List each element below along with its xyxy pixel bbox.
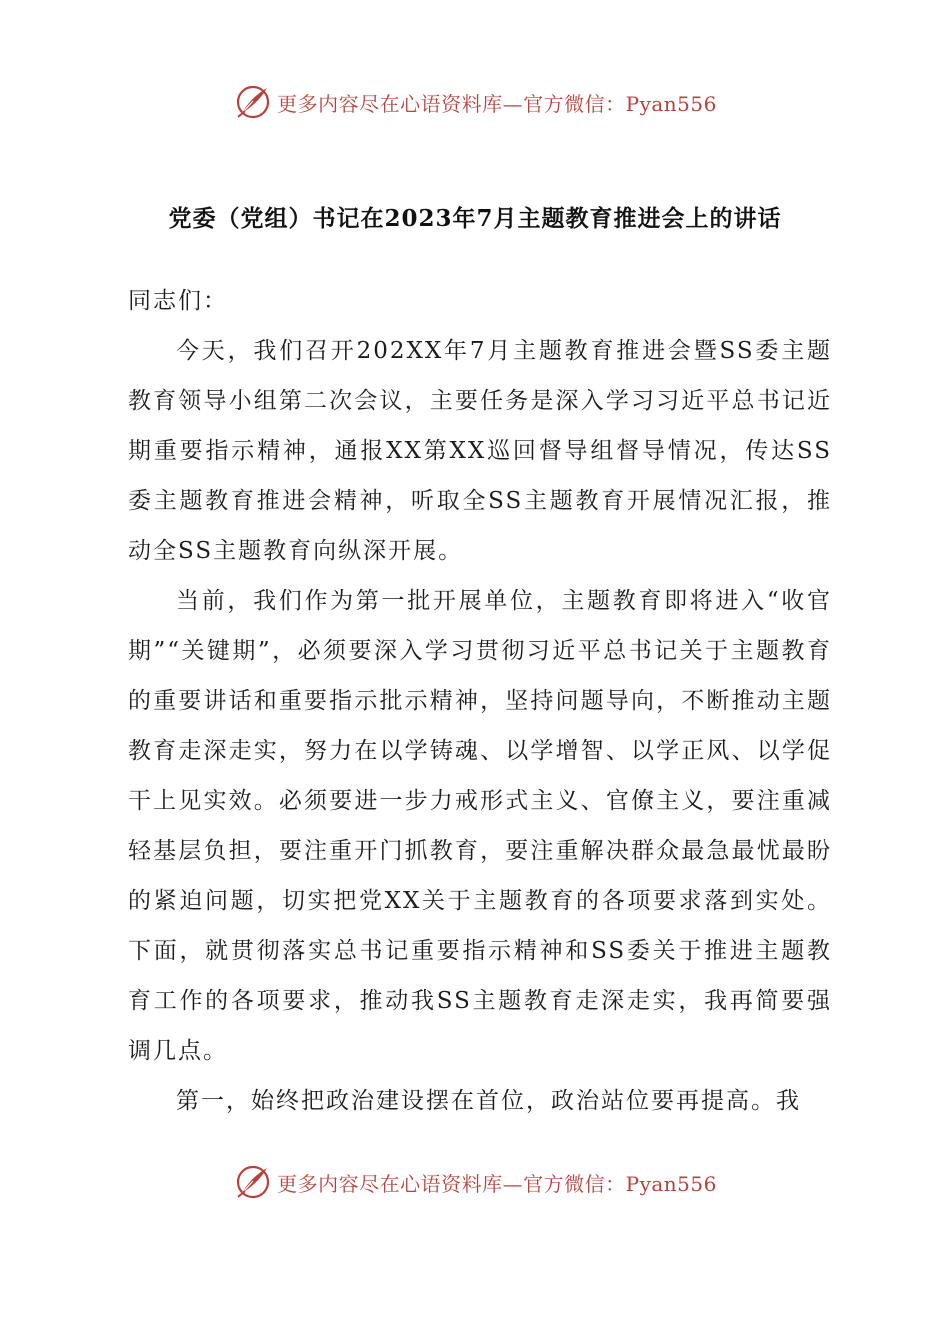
paragraph-2: 当前，我们作为第一批开展单位，主题教育即将进入“收官期”“关键期”，必须要深入学习贯彻习近平总书记关于主题教育的重要讲话和重要指示批示精神，坚持问题导向，不断推动主题教育走深走实，努力在以学铸魂、以学增智、以学正风、以学促干上见实效。必须要进一步力戒形式主义、官僚主义，要注重减轻基层负担，要注重开门抓教育，要注重解决群众最急最忧最盼的紧迫问题，切实把党XX关于主题教育的各项要求落到实处。下面，就贯彻落实总书记重要指示精神和SS委关于推进主题教育工作的各项要求，推动我SS主题教育走深走实，我再简要强调几点。	[128, 588, 832, 1064]
footer-watermark-banner	[0, 1160, 950, 1204]
quill-pen-logo-icon	[233, 82, 273, 122]
page-title: 党委（党组）书记在2023年7月主题教育推进会上的讲话	[168, 205, 782, 232]
paragraph-1: 今天，我们召开202XX年7月主题教育推进会暨SS委主题教育领导小组第二次会议，主要任务是深入学习习近平总书记近期重要指示精神，通报XX第XX巡回督导组督导情况，传达SS委主题教育推进会精神，听取全SS主题教育开展情况汇报，推动全SS主题教育向纵深开展。	[128, 338, 832, 564]
watermark-text: 更多内容尽在心语资料库—官方微信：Pyan556	[277, 1171, 717, 1196]
paragraph-3: 第一，始终把政治建设摆在首位，政治站位要再提高。我	[176, 1088, 801, 1114]
document-body	[128, 276, 832, 1126]
header-watermark-banner	[0, 80, 950, 124]
watermark-text: 更多内容尽在心语资料库—官方微信：Pyan556	[277, 91, 717, 116]
quill-pen-logo-icon	[233, 1162, 273, 1202]
greeting: 同志们：	[128, 288, 228, 314]
